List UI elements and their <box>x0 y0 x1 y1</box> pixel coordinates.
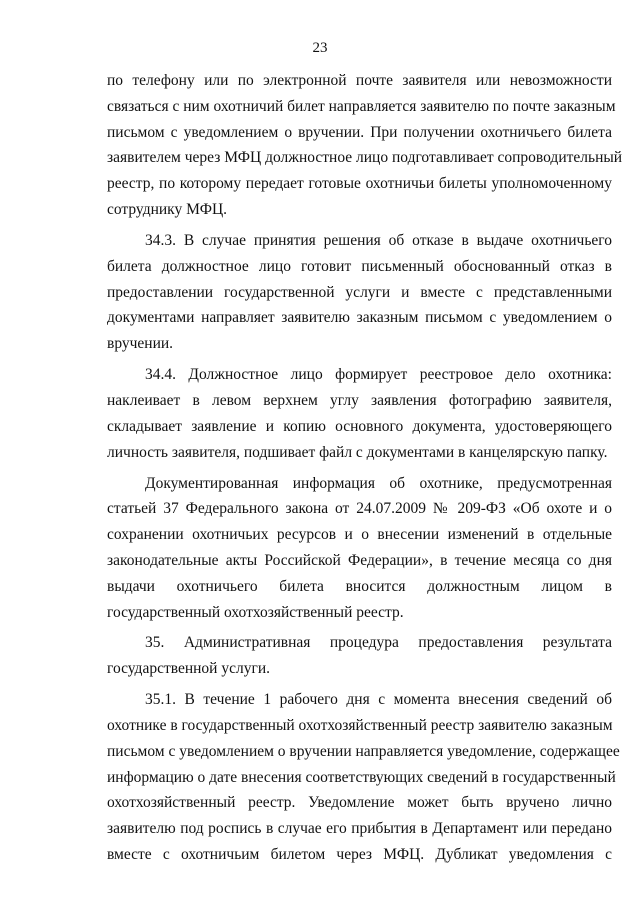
document-body <box>107 68 623 868</box>
text-line: 34.4. Должностное лицо формирует реестровое дело охотника: <box>145 366 612 384</box>
text-line: связаться с ним охотничий билет направляется заявителю по почте заказным <box>107 97 616 115</box>
text-line: предоставлении государственной услуги и вместе с представленными <box>107 283 612 301</box>
text-line: Документированная информация об охотнике, предусмотренная <box>145 474 612 492</box>
text-line: заявителю под роспись в случае его прибытия в Департамент или передано <box>107 820 612 838</box>
text-line: билета должностное лицо готовит письменный обоснованный отказ в <box>107 257 612 275</box>
text-line: охотнике в государственный охотхозяйственный реестр заявителю заказным <box>107 717 613 735</box>
text-line: по телефону или по электронной почте заявителя или невозможности <box>107 72 612 89</box>
text-line: письмом с уведомлением о вручении. При получении охотничьего билета <box>107 123 612 141</box>
paragraph <box>107 630 612 682</box>
text-line: сохранении охотничьих ресурсов и о внесении изменений в отдельные <box>107 526 612 544</box>
text-line: 34.3. В случае принятия решения об отказе в выдаче охотничьего <box>145 231 612 249</box>
text-line: письмом с уведомлением о вручении направляется уведомление, содержащее <box>107 742 620 760</box>
text-line: информацию о дате внесения соответствующих сведений в государственный <box>107 768 616 786</box>
text-line: выдачи охотничьего билета вносится должностным лицом в <box>107 577 612 595</box>
paragraph <box>107 471 612 626</box>
text-line: складывает заявление и копию основного документа, удостоверяющего <box>107 417 612 435</box>
text-line: государственный охотхозяйственный реестр. <box>107 603 404 621</box>
text-line: охотхозяйственный реестр. Уведомление может быть вручено лично <box>107 794 612 812</box>
paragraph <box>107 68 623 223</box>
text-line: 35. Административная процедура предоставления результата <box>145 634 612 652</box>
paragraph <box>107 687 620 868</box>
text-line: государственной услуги. <box>107 660 270 678</box>
paragraph <box>107 362 612 465</box>
text-line: личность заявителя, подшивает файл с документами в канцелярскую папку. <box>107 443 608 461</box>
paragraph <box>107 228 612 357</box>
text-line: вместе с охотничьим билетом через МФЦ. Дубликат уведомления с <box>107 846 612 864</box>
text-line: законодательные акты Российской Федерации», в течение месяца со дня <box>107 551 612 569</box>
text-line: заявителем через МФЦ должностное лицо подготавливает сопроводительный <box>107 149 623 167</box>
text-line: 35.1. В течение 1 рабочего дня с момента внесения сведений об <box>145 691 612 709</box>
text-line: наклеивает в левом верхнем углу заявления фотографию заявителя, <box>107 391 612 409</box>
text-line: документами направляет заявителю заказным письмом с уведомлением о <box>107 309 612 327</box>
text-line: сотруднику МФЦ. <box>107 200 228 218</box>
text-line: статьей 37 Федерального закона от 24.07.2009 № 209-ФЗ «Об охоте и о <box>107 500 612 518</box>
text-line: вручении. <box>107 335 174 353</box>
text-line: реестр, по которому передает готовые охотничьи билеты уполномоченному <box>107 175 612 193</box>
page-number: 23 <box>312 40 328 56</box>
